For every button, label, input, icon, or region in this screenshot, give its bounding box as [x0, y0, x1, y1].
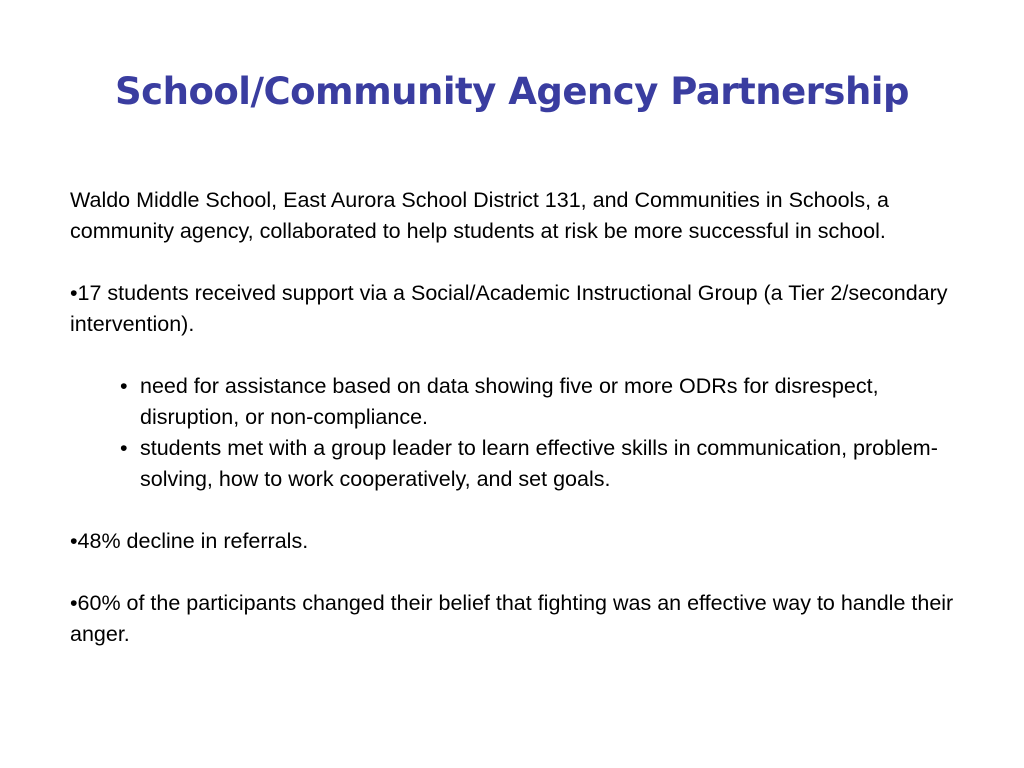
slide-title: School/Community Agency Partnership — [115, 70, 909, 113]
bullet-glyph: • — [120, 374, 128, 398]
sub-point-text: students met with a group leader to learn effective skills in communication, problem-solving, how to work cooperatively, and set goals. — [140, 436, 938, 491]
sub-point-text: need for assistance based on data showing five or more ODRs for disrespect, disruption, or non-compliance. — [140, 374, 879, 429]
point-students-supported: •17 students received support via a Social/Academic Instructional Group (a Tier 2/secondary intervention). — [70, 281, 948, 336]
sub-point-need-for-assistance — [70, 371, 970, 433]
spacer — [70, 557, 970, 588]
point-belief-change: •60% of the participants changed their belief that fighting was an effective way to handle their anger. — [70, 591, 954, 646]
point-referral-decline: •48% decline in referrals. — [70, 529, 309, 553]
spacer — [70, 247, 970, 278]
bullet-glyph: • — [120, 436, 128, 460]
slide-body — [70, 185, 970, 650]
spacer — [70, 340, 970, 371]
sub-point-group-leader — [70, 433, 970, 495]
sub-bullet-list — [70, 371, 970, 495]
spacer — [70, 495, 970, 526]
intro-paragraph: Waldo Middle School, East Aurora School District 131, and Communities in Schools, a community agency, collaborated to help students at risk be more successful in school. — [70, 188, 889, 243]
